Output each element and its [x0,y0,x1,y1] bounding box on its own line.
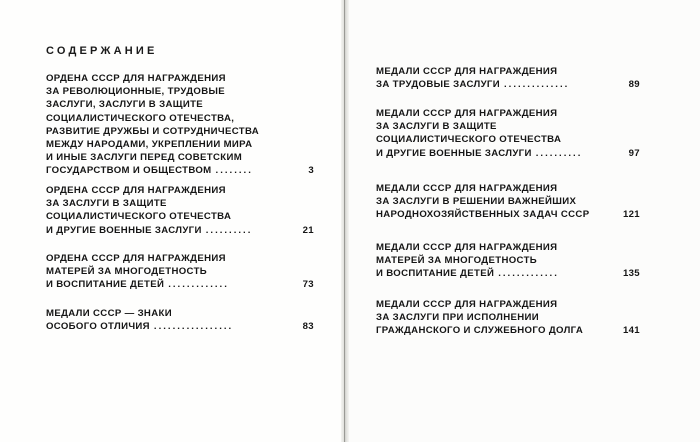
toc-page-number[interactable]: 97 [628,147,640,159]
toc-entry-last-line [376,324,640,337]
toc-entry-line: ЗА ЗАСЛУГИ В РЕШЕНИИ ВАЖНЕЙШИХ [376,196,577,208]
leader-dots: ............. [168,279,229,291]
toc-entry-last-line [376,208,640,221]
toc-entry-line: СОЦИАЛИСТИЧЕСКОГО ОТЕЧЕСТВА [46,211,232,223]
toc-entry-line: ОРДЕНА СССР ДЛЯ НАГРАЖДЕНИЯ [46,185,226,196]
toc-page-number[interactable]: 141 [622,325,640,337]
book-gutter [341,0,349,442]
toc-entry-last-line [46,164,314,177]
toc-page-number[interactable]: 73 [302,279,314,291]
toc-entry-line: МАТЕРЕЙ ЗА МНОГОДЕТНОСТЬ [376,255,538,267]
toc-entry-line: СОЦИАЛИСТИЧЕСКОГО ОТЕЧЕСТВА, [46,112,235,124]
leader-dots: ............. [498,268,559,280]
toc-entry-line: ЗА ТРУДОВЫЕ ЗАСЛУГИ [376,79,500,91]
toc-entry [376,182,640,222]
toc-entry-line: ЗА ЗАСЛУГИ ПРИ ИСПОЛНЕНИИ [376,312,540,324]
toc-entry-line: ГРАЖДАНСКОГО И СЛУЖЕБНОГО ДОЛГА [376,325,584,337]
leader-dots: .......... [205,224,253,236]
toc-entry [376,241,640,281]
toc-entry-line: И ДРУГИЕ ВОЕННЫЕ ЗАСЛУГИ [376,147,532,159]
toc-entry-line: И ВОСПИТАНИЕ ДЕТЕЙ [46,279,165,291]
leader-dots: .......... [535,147,583,159]
toc-entry [376,65,640,91]
toc-entry-line: МАТЕРЕЙ ЗА МНОГОДЕТНОСТЬ [46,266,208,278]
toc-entry [46,252,314,292]
toc-entry-line: МЕДАЛИ СССР ДЛЯ НАГРАЖДЕНИЯ [376,242,558,253]
toc-entry-line: НАРОДНОХОЗЯЙСТВЕННЫХ ЗАДАЧ СССР [376,209,590,221]
toc-entry-last-line [46,320,314,333]
toc-entry-line: МЕДАЛИ СССР ДЛЯ НАГРАЖДЕНИЯ [376,183,558,194]
leader-dots: ................. [153,321,234,333]
toc-entry-line: ОРДЕНА СССР ДЛЯ НАГРАЖДЕНИЯ [46,253,226,264]
toc-entry-line: МЕДАЛИ СССР — ЗНАКИ [46,308,172,319]
toc-entry-line: И ДРУГИЕ ВОЕННЫЕ ЗАСЛУГИ [46,224,202,236]
toc-entry [376,107,640,160]
toc-entry-line: ОРДЕНА СССР ДЛЯ НАГРАЖДЕНИЯ [46,73,226,84]
toc-page-number[interactable]: 89 [628,79,640,91]
toc-entry-line: ЗА ЗАСЛУГИ В ЗАЩИТЕ [46,198,167,210]
toc-entry-line: И ВОСПИТАНИЕ ДЕТЕЙ [376,268,495,280]
toc-page-number[interactable]: 21 [302,224,314,236]
toc-page-number[interactable]: 3 [308,165,314,177]
toc-entry-line: ОСОБОГО ОТЛИЧИЯ [46,321,150,333]
page-fold-line [344,0,345,442]
toc-entry [46,184,314,237]
toc-entry-last-line [376,147,640,160]
leader-dots: .............. [503,79,570,91]
toc-entry-line: ГОСУДАРСТВОМ И ОБЩЕСТВОМ [46,165,212,177]
toc-entry-line: ЗАСЛУГИ, ЗАСЛУГИ В ЗАЩИТЕ [46,99,204,111]
toc-entry-last-line [46,278,314,291]
leader-dots: ........ [215,165,253,177]
toc-page-number[interactable]: 83 [302,321,314,333]
toc-entry-last-line [376,267,640,280]
toc-entry-line: ЗА РЕВОЛЮЦИОННЫЕ, ТРУДОВЫЕ [46,86,226,98]
toc-entry-line: ЗА ЗАСЛУГИ В ЗАЩИТЕ [376,121,497,133]
toc-entry [376,298,640,338]
toc-entry-line: МЕДАЛИ СССР ДЛЯ НАГРАЖДЕНИЯ [376,108,558,119]
toc-entry [46,72,314,178]
toc-entry-line: СОЦИАЛИСТИЧЕСКОГО ОТЕЧЕСТВА [376,134,562,146]
toc-entry [46,307,314,333]
toc-entry-last-line [46,224,314,237]
toc-entry-line: МЕЖДУ НАРОДАМИ, УКРЕПЛЕНИИ МИРА [46,138,253,150]
toc-page-number[interactable]: 121 [622,209,640,221]
toc-entry-last-line [376,78,640,91]
toc-entry-line: И ИНЫЕ ЗАСЛУГИ ПЕРЕД СОВЕТСКИМ [46,152,243,164]
toc-page-number[interactable]: 135 [622,268,640,280]
toc-entry-line: МЕДАЛИ СССР ДЛЯ НАГРАЖДЕНИЯ [376,66,558,77]
toc-entry-line: РАЗВИТИЕ ДРУЖБЫ И СОТРУДНИЧЕСТВА [46,125,260,137]
toc-heading: СОДЕРЖАНИЕ [46,45,158,57]
toc-entry-line: МЕДАЛИ СССР ДЛЯ НАГРАЖДЕНИЯ [376,299,558,310]
